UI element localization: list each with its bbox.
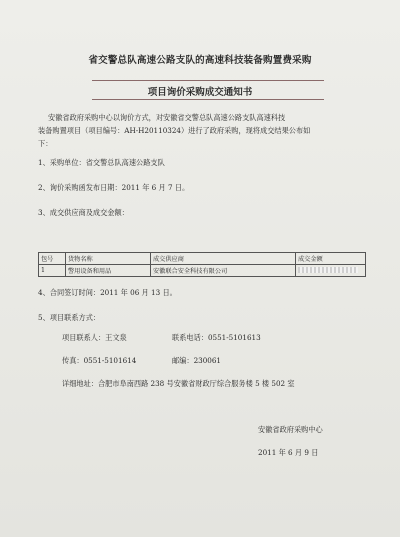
- table-cell: 安徽联合安全科技有限公司: [151, 265, 296, 277]
- intro-line-2: 装备购置项目（项目编号：AH-H20110324）进行了政府采购，现将成交结果公布如: [38, 126, 311, 135]
- contact-postcode: 邮编：230061: [172, 356, 222, 365]
- contact-phone: 联系电话：0551-5101613: [172, 333, 261, 342]
- contact-fax: 传真：0551-5101614: [62, 356, 137, 365]
- item-contract-date: 4、合同签订时间：2011 年 06 月 13 日。: [38, 288, 177, 297]
- item-publish-date: 2、询价采购函发布日期：2011 年 6 月 7 日。: [38, 183, 190, 192]
- intro-line-3: 下：: [38, 139, 53, 148]
- table-header: 成交金额: [296, 253, 366, 265]
- item-supplier-heading: 3、成交供应商及成交金额：: [38, 208, 129, 217]
- signature-date: 2011 年 6 月 9 日: [258, 448, 319, 457]
- table-header: 成交供应商: [151, 253, 296, 265]
- document-title: 省交警总队高速公路支队的高速科技装备购置费采购: [88, 55, 312, 66]
- redacted-amount: [298, 267, 358, 273]
- table-header: 包号: [39, 253, 66, 265]
- title-rule-top: [92, 80, 324, 81]
- item-contact-heading: 5、项目联系方式：: [38, 313, 101, 322]
- table-cell: 1: [39, 265, 66, 277]
- item-purchaser: 1、采购单位：省交警总队高速公路支队: [38, 158, 165, 167]
- award-table: [38, 252, 366, 277]
- table-cell-amount: [296, 265, 366, 277]
- intro-line-1: 安徽省政府采购中心以询价方式，对安徽省交警总队高速公路支队高速科技: [48, 113, 286, 122]
- table-row: [39, 265, 366, 277]
- table-cell: 警用设备和用品: [66, 265, 151, 277]
- signature-org: 安徽省政府采购中心: [258, 425, 323, 434]
- contact-address: 详细地址：合肥市阜南西路 238 号安徽省财政厅综合服务楼 5 楼 502 室: [62, 379, 295, 388]
- table-header: 货物名称: [66, 253, 151, 265]
- contact-person: 项目联系人：王文泉: [62, 333, 127, 342]
- title-rule-bottom: [92, 99, 324, 100]
- intro-paragraph: [38, 111, 368, 150]
- document-subtitle: 项目询价采购成交通知书: [147, 87, 253, 98]
- table-header-row: [39, 253, 366, 265]
